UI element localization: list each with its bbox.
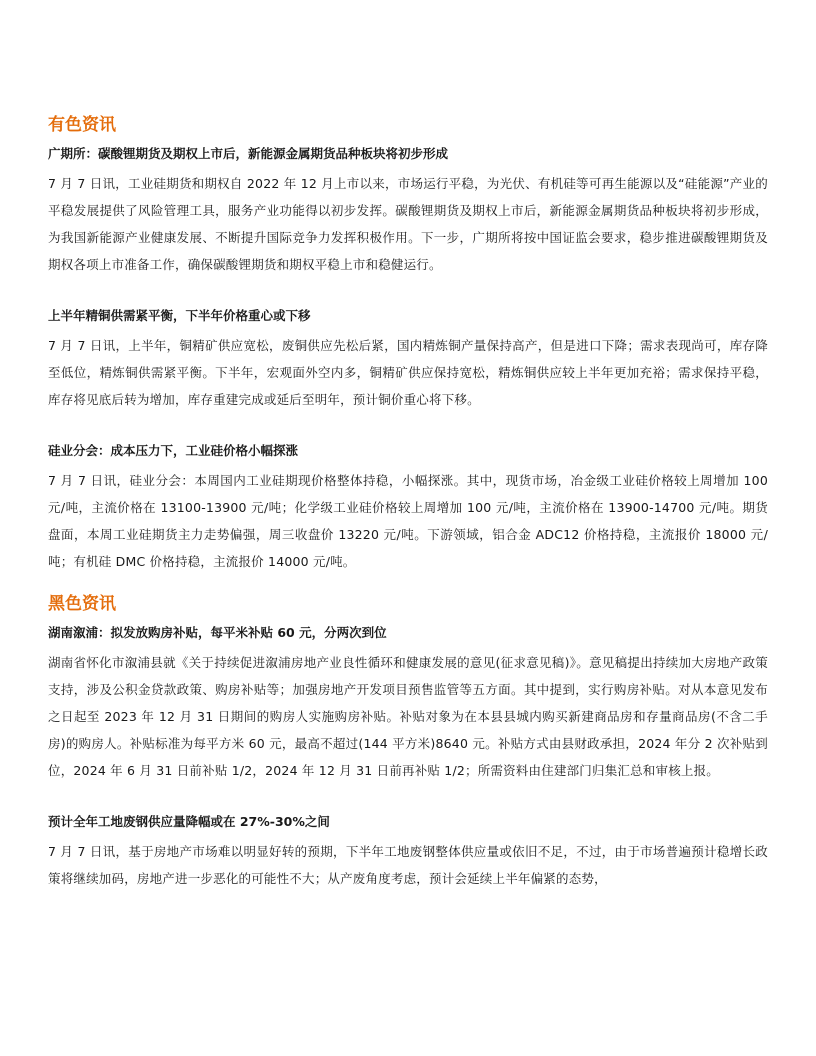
document-page <box>48 112 768 920</box>
article-title: 广期所：碳酸锂期货及期权上市后，新能源金属期货品种板块将初步形成 <box>48 146 449 161</box>
article <box>48 441 768 575</box>
article-body: 7 月 7 日讯，硅业分会：本周国内工业硅期现价格整体持稳，小幅探涨。其中，现货市场，冶金级工业硅价格较上周增加 100 元/吨，主流价格在 13100-13900 元/吨；化学级工业硅价格较上周增加 100 元/吨，主流价格在 13900-14700 元/吨。期货盘面，本周工业硅期货主力走势偏强，周三收盘价 13220 元/吨。下游领域，铝合金 ADC12 价格持稳，主流报价 18000 元/吨；有机硅 DMC 价格持稳，主流报价 14000 元/吨。 <box>48 473 768 569</box>
article-title: 硅业分会：成本压力下，工业硅价格小幅探涨 <box>48 443 299 458</box>
article-body: 7 月 7 日讯，上半年，铜精矿供应宽松，废铜供应先松后紧，国内精炼铜产量保持高产，但是进口下降；需求表现尚可，库存降至低位，精炼铜供需紧平衡。下半年，宏观面外空内多，铜精矿供应保持宽松，精炼铜供应较上半年更加充裕；需求保持平稳，库存将见底后转为增加，库存重建完成或延后至明年，预计铜价重心将下移。 <box>48 338 768 407</box>
article-body: 湖南省怀化市溆浦县就《关于持续促进溆浦房地产业良性循环和健康发展的意见(征求意见稿)》。意见稿提出持续加大房地产政策支持，涉及公积金贷款政策、购房补贴等；加强房地产开发项目预售监管等五方面。其中提到，实行购房补贴。对从本意见发布之日起至 2023 年 12 月 31 日期间的购房人实施购房补贴。补贴对象为在本县县城内购买新建商品房和存量商品房(不含二手房)的购房人。补贴标准为每平方米 60 元，最高不超过(144 平方米)8640 元。补贴方式由县财政承担，2024 年分 2 次补贴到位，2024 年 6 月 31 日前补贴 1/2，2024 年 12 月 31 日前再补贴 1/2；所需资料由住建部门归集汇总和审核上报。 <box>48 655 768 778</box>
article <box>48 812 768 892</box>
section-nonferrous <box>48 112 768 575</box>
article-body: 7 月 7 日讯，基于房地产市场难以明显好转的预期，下半年工地废钢整体供应量或依旧不足，不过，由于市场普遍预计稳增长政策将继续加码，房地产进一步恶化的可能性不大；从产废角度考虑，预计会延续上半年偏紧的态势， <box>48 844 768 886</box>
article-title: 湖南溆浦：拟发放购房补贴，每平米补贴 60 元，分两次到位 <box>48 625 387 640</box>
article-body: 7 月 7 日讯，工业硅期货和期权自 2022 年 12 月上市以来，市场运行平稳，为光伏、有机硅等可再生能源以及“硅能源”产业的平稳发展提供了风险管理工具，服务产业功能得以初步发挥。碳酸锂期货及期权上市后，新能源金属期货品种板块将初步形成，为我国新能源产业健康发展、不断提升国际竞争力发挥积极作用。下一步，广期所将按中国证监会要求，稳步推进碳酸锂期货及期权各项上市准备工作，确保碳酸锂期货和期权平稳上市和稳健运行。 <box>48 176 768 272</box>
article-title: 上半年精铜供需紧平衡，下半年价格重心或下移 <box>48 308 311 323</box>
section-title: 黑色资讯 <box>48 594 116 614</box>
article <box>48 306 768 413</box>
section-title: 有色资讯 <box>48 115 116 135</box>
article <box>48 623 768 784</box>
section-ferrous <box>48 591 768 892</box>
article-title: 预计全年工地废钢供应量降幅或在 27%-30%之间 <box>48 814 330 829</box>
article <box>48 144 768 278</box>
